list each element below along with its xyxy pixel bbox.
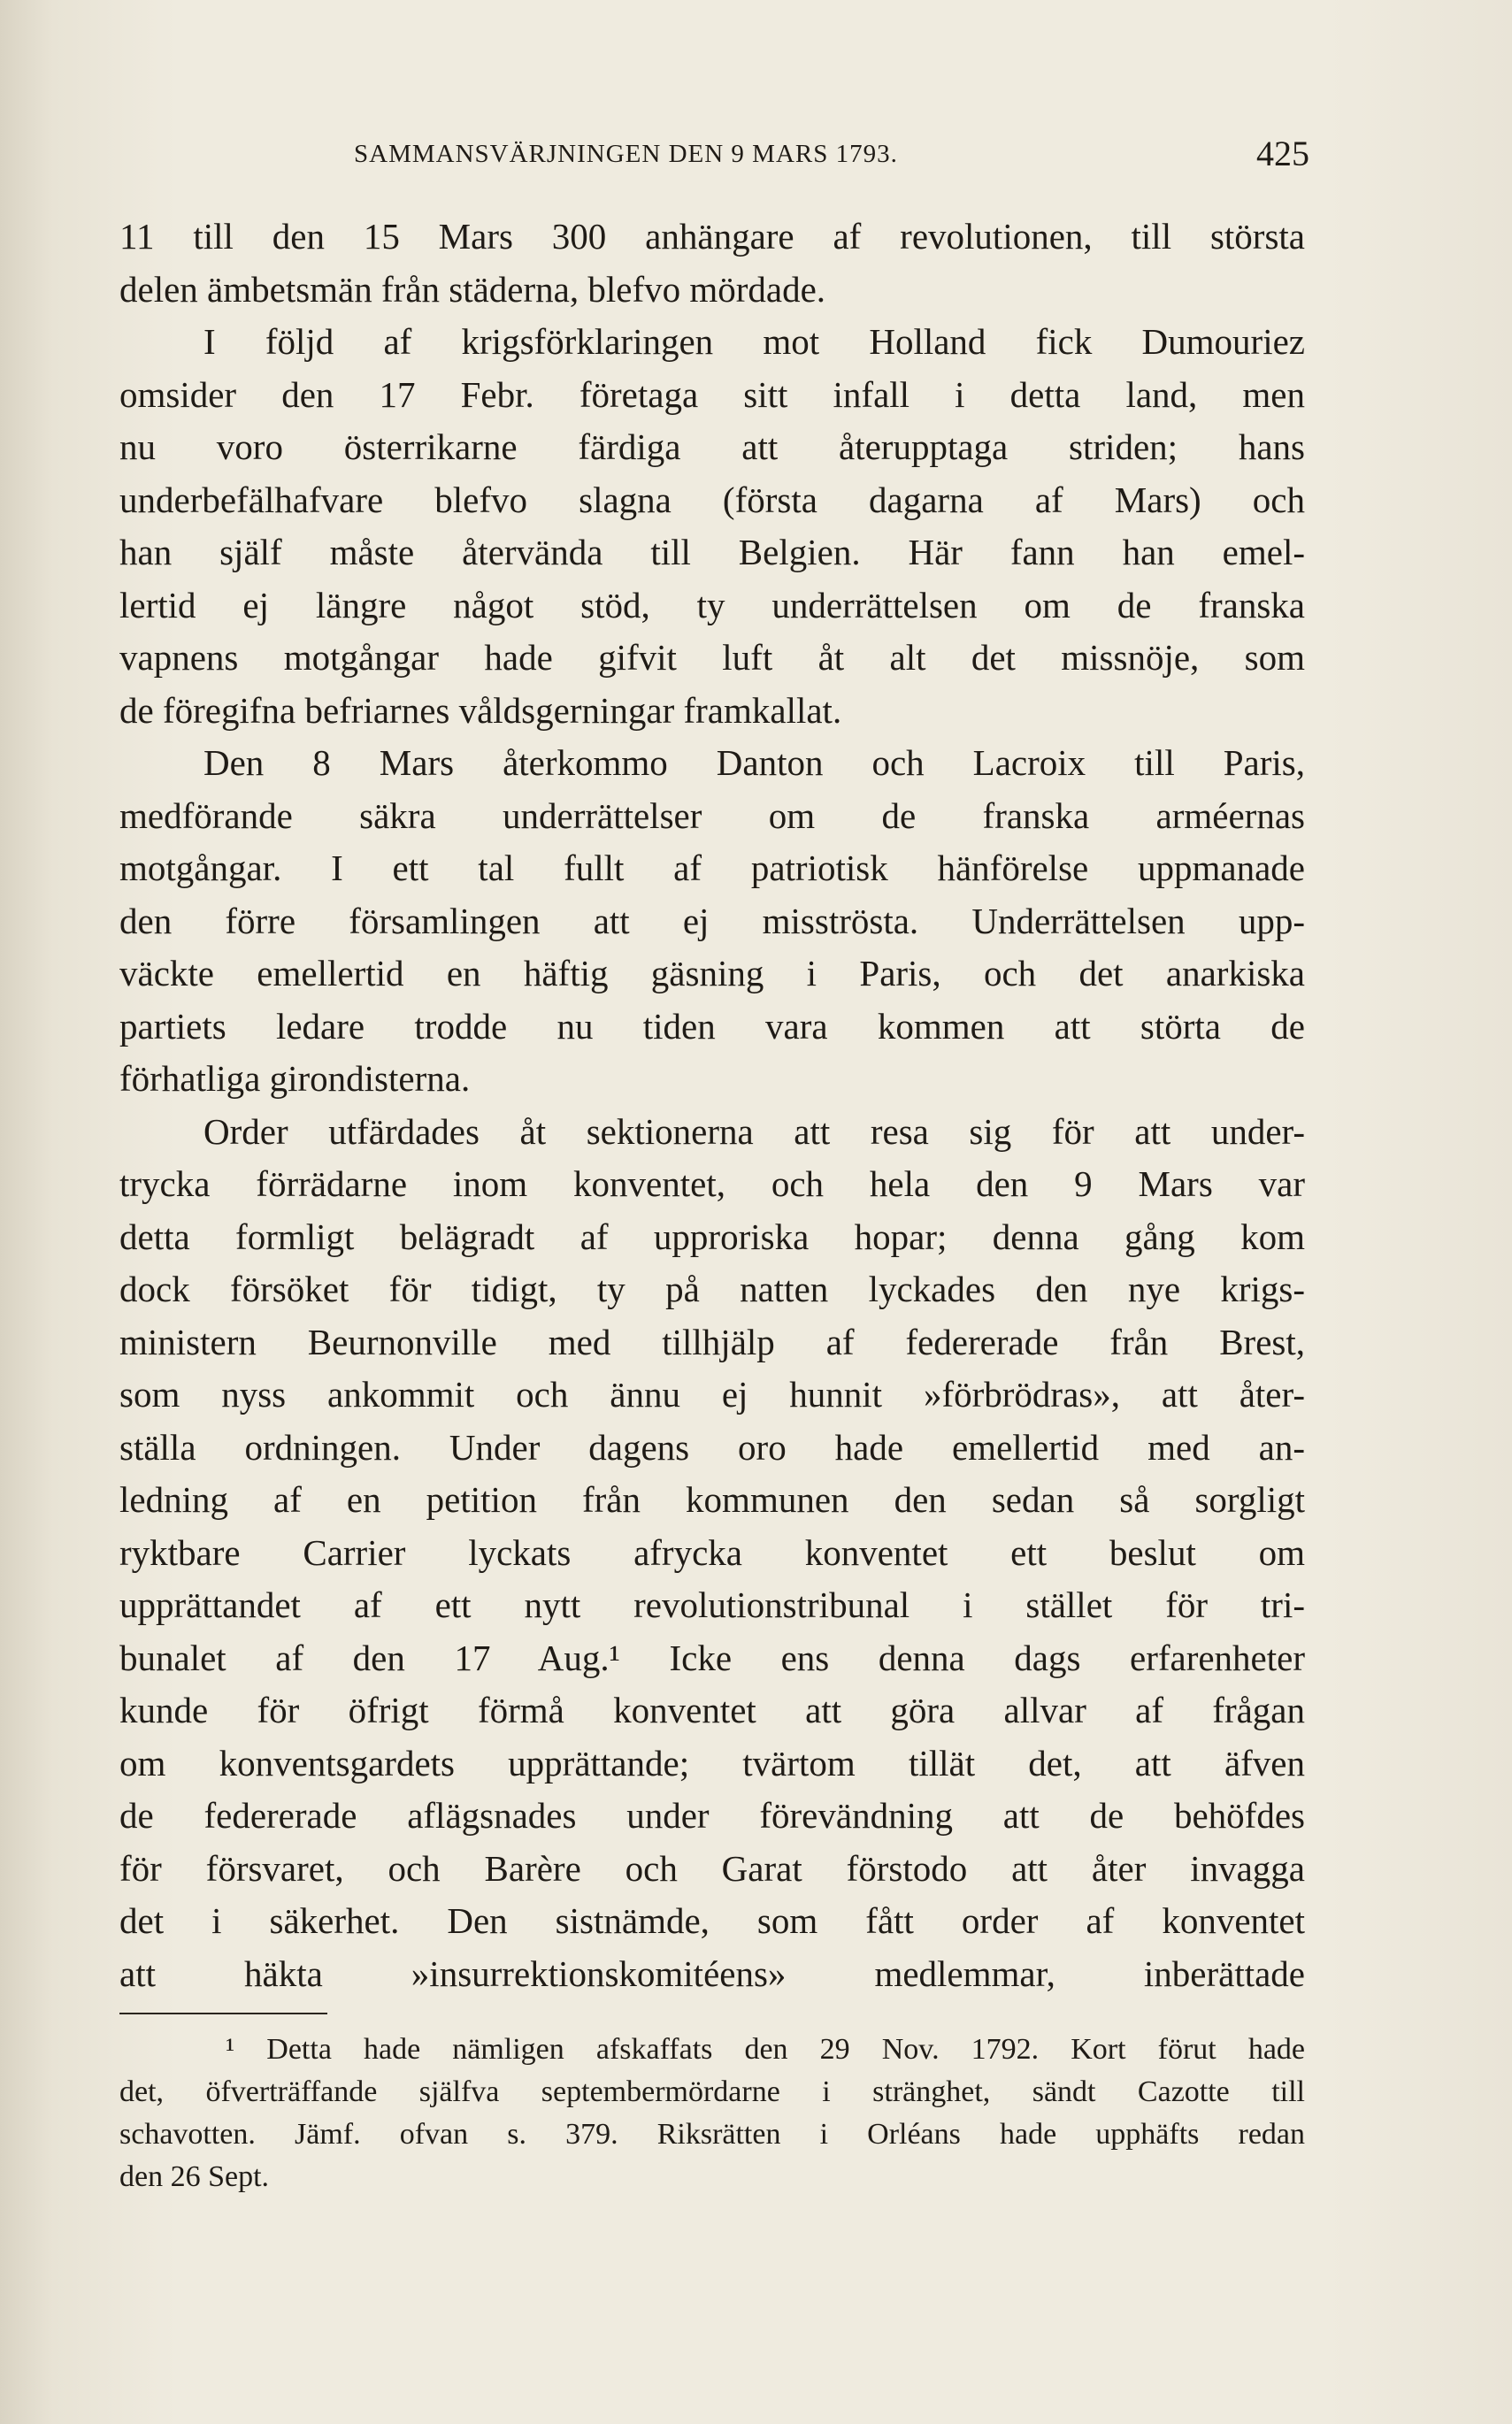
footnote <box>119 2029 1305 2198</box>
footnote-line: den 26 Sept. <box>119 2160 270 2193</box>
text-line: I följd af krigsförklaringen mot Holland fick Dumouriez <box>203 321 1305 362</box>
text-line: ställa ordningen. Under dagens oro hade emellertid med an- <box>119 1426 1305 1468</box>
text-line: ministern Beurnonville med tillhjälp af federerade från Brest, <box>119 1321 1305 1362</box>
running-title: SAMMANSVÄRJNINGEN DEN 9 MARS 1793. <box>354 140 898 168</box>
text-line: medförande säkra underrättelser om de franska arméernas <box>119 794 1305 836</box>
text-line: han själf måste återvända till Belgien. Här fann han emel- <box>119 532 1305 572</box>
text-line: nu voro österrikarne färdiga att återupptaga striden; hans <box>119 426 1305 467</box>
text-line: upprättandet af ett nytt revolutionstribunal i stället för tri- <box>119 1584 1305 1625</box>
text-line: bunalet af den 17 Aug.¹ Icke ens denna dags erfarenheter <box>119 1637 1305 1678</box>
text-line: partiets ledare trodde nu tiden vara kommen att störta de <box>119 1005 1305 1047</box>
text-line: dock försöket för tidigt, ty på natten lyckades den nye krigs- <box>119 1269 1305 1309</box>
text-line: underbefälhafvare blefvo slagna (första dagarna af Mars) och <box>119 479 1305 520</box>
footnote-line: ¹ Detta hade nämligen afskaffats den 29 Nov. 1792. Kort förut hade <box>226 2033 1305 2066</box>
text-line: de federerade aflägsnades under förevändning att de behöfdes <box>119 1795 1305 1836</box>
body-text <box>119 211 1305 2000</box>
page-number: 425 <box>1256 134 1309 173</box>
text-line: att häkta »insurrektionskomitéens» medlemmar, inberättade <box>119 1952 1305 1994</box>
text-line: Order utfärdades åt sektionerna att resa sig för att under- <box>203 1110 1305 1152</box>
text-line: för försvaret, och Barère och Garat förstodo att åter invagga <box>119 1847 1305 1889</box>
text-line: trycka förrädarne inom konventet, och hela den 9 Mars var <box>119 1163 1305 1204</box>
text-line: den förre församlingen att ej misströsta. Underrättelsen upp- <box>119 900 1305 941</box>
text-line: de föregifna befriarnes våldsgerningar framkallat. <box>119 689 842 731</box>
text-line: delen ämbetsmän från städerna, blefvo mördade. <box>119 268 826 310</box>
text-line: ledning af en petition från kommunen den sedan så sorgligt <box>119 1479 1305 1520</box>
text-line: Den 8 Mars återkommo Danton och Lacroix till Paris, <box>203 742 1305 783</box>
text-line: ryktbare Carrier lyckats afrycka konventet ett beslut om <box>119 1531 1305 1573</box>
text-line: kunde för öfrigt förmå konventet att göra allvar af frågan <box>119 1690 1305 1730</box>
text-line: motgångar. I ett tal fullt af patriotisk hänförelse uppmanade <box>119 848 1305 888</box>
footnote-divider <box>119 2013 327 2014</box>
text-line: förhatliga girondisterna. <box>119 1058 471 1099</box>
text-line: om konventsgardets upprättande; tvärtom tillät det, att äfven <box>119 1742 1305 1783</box>
footnote-line: schavotten. Jämf. ofvan s. 379. Riksrätten i Orléans hade upphäfts redan <box>119 2118 1305 2151</box>
text-line: 11 till den 15 Mars 300 anhängare af revolutionen, till största <box>119 216 1305 257</box>
text-line: som nyss ankommit och ännu ej hunnit »förbrödras», att åter- <box>119 1374 1305 1415</box>
text-line: detta formligt belägradt af upproriska hopar; denna gång kom <box>119 1216 1305 1257</box>
text-line: lertid ej längre något stöd, ty underrättelsen om de franska <box>119 584 1305 625</box>
page-header <box>119 133 1309 186</box>
text-line: det i säkerhet. Den sistnämde, som fått order af konventet <box>119 1900 1305 1941</box>
footnote-line: det, öfverträffande själfva septembermördarne i stränghet, sändt Cazotte till <box>119 2075 1305 2108</box>
text-line: omsider den 17 Febr. företaga sitt infall i detta land, men <box>119 373 1305 415</box>
text-line: väckte emellertid en häftig gäsning i Paris, och det anarkiska <box>119 953 1305 993</box>
text-line: vapnens motgångar hade gifvit luft åt alt det missnöje, som <box>119 637 1305 678</box>
